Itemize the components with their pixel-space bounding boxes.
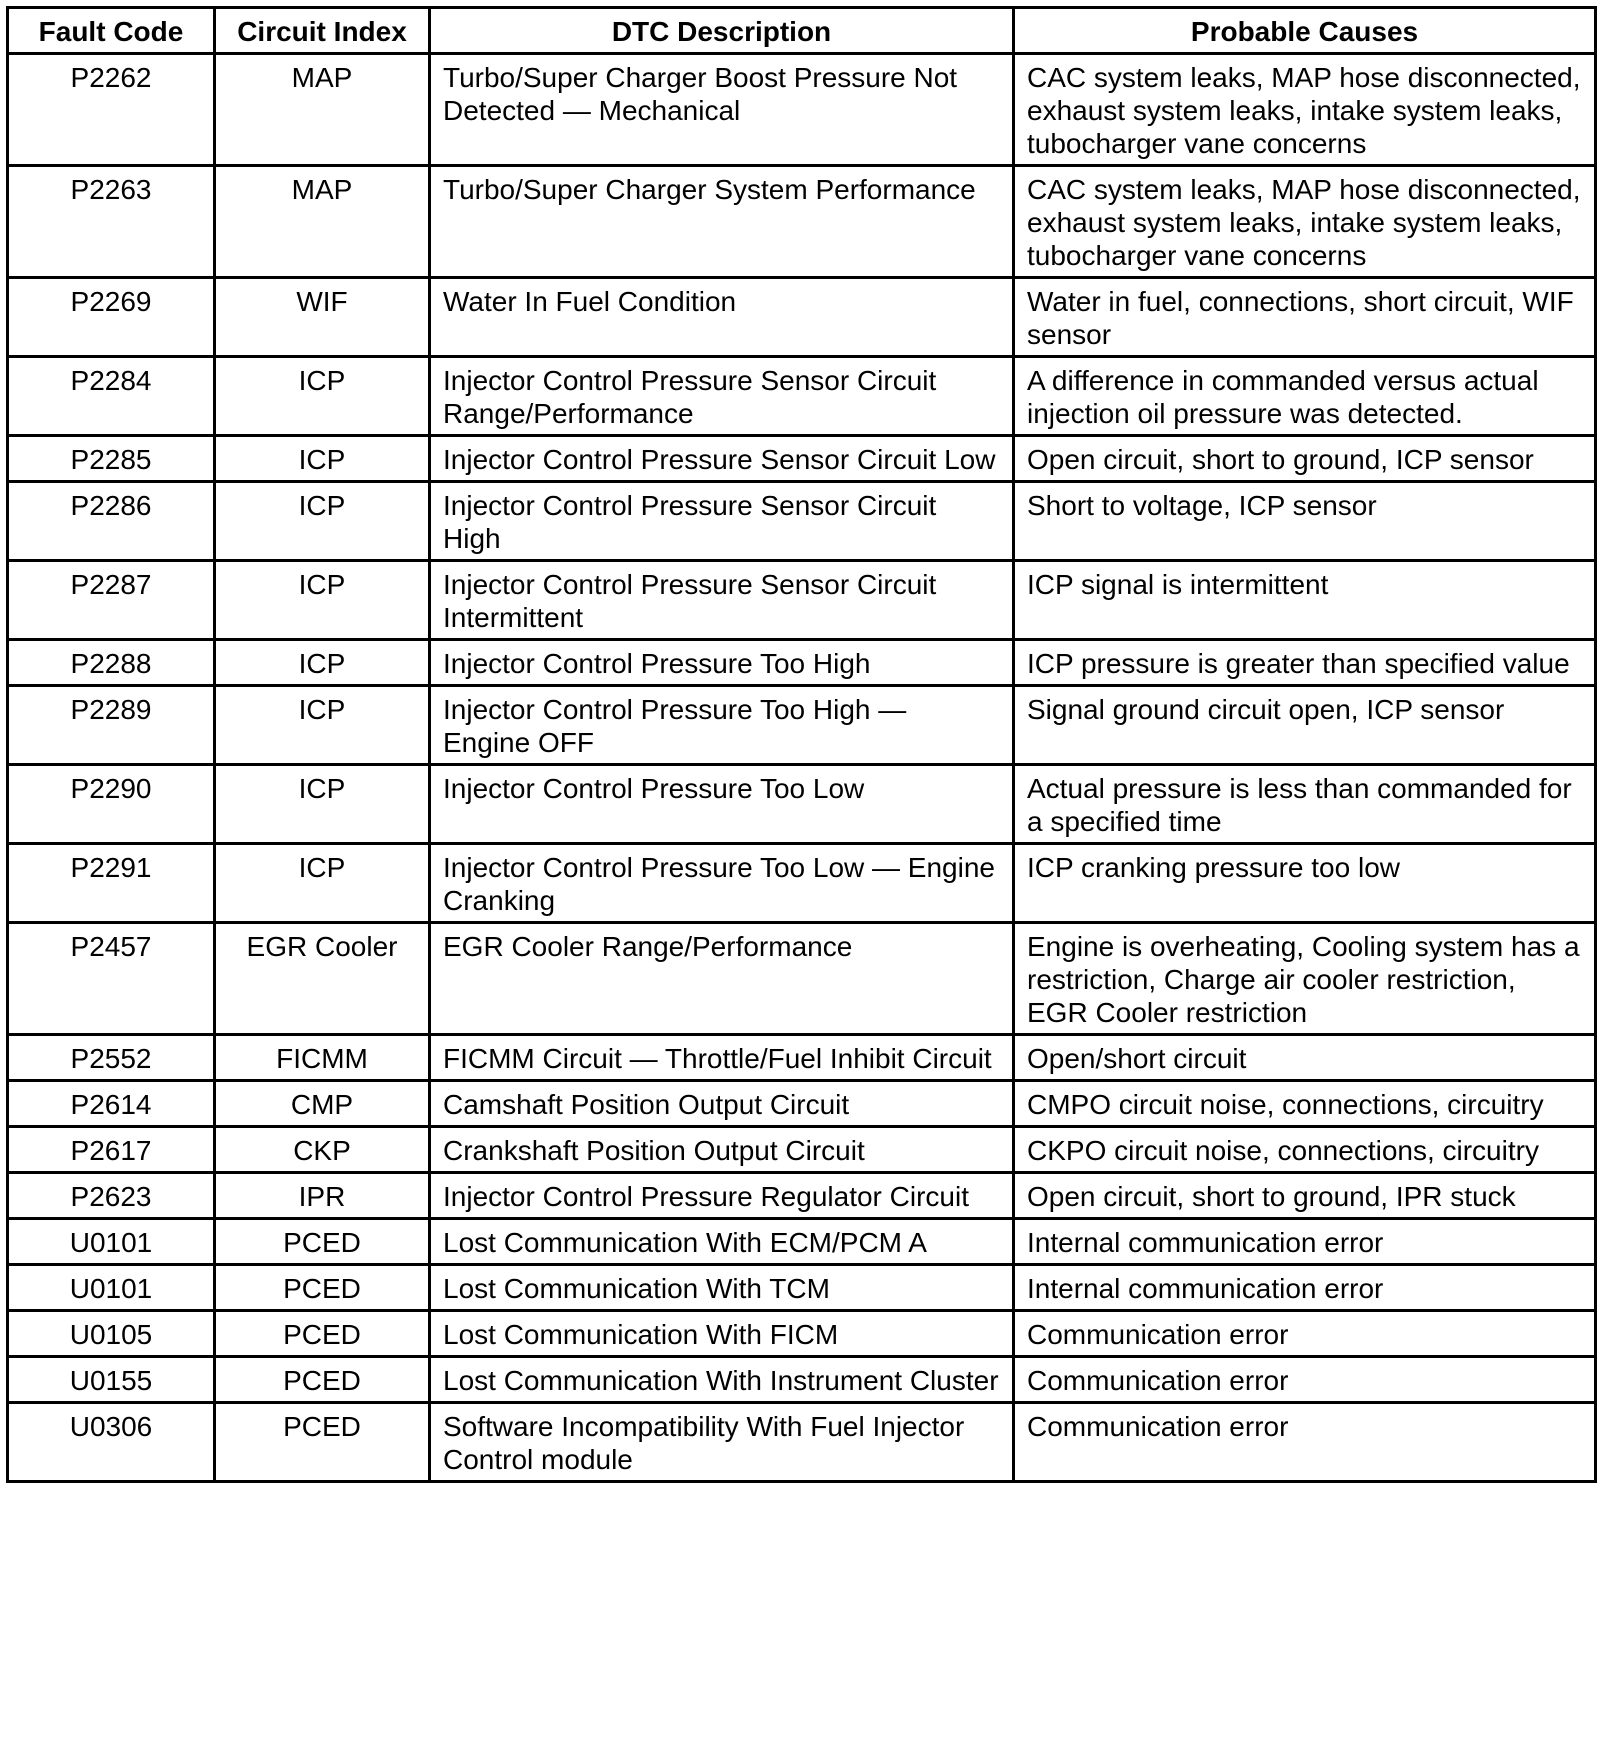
fault-code-cell: P2288 <box>8 640 215 686</box>
table-row <box>8 1219 1596 1265</box>
header-fault-code: Fault Code <box>8 8 215 54</box>
fault-code-cell: P2269 <box>8 278 215 357</box>
dtc-description-cell: Software Incompatibility With Fuel Injector Control module <box>430 1403 1014 1482</box>
probable-causes-cell: CKPO circuit noise, connections, circuitry <box>1014 1127 1596 1173</box>
table-row <box>8 1081 1596 1127</box>
table-row <box>8 1127 1596 1173</box>
dtc-description-cell: Injector Control Pressure Too High <box>430 640 1014 686</box>
circuit-index-cell: PCED <box>215 1403 430 1482</box>
table-row <box>8 640 1596 686</box>
fault-code-cell: P2287 <box>8 561 215 640</box>
header-circuit-index: Circuit Index <box>215 8 430 54</box>
table-row <box>8 482 1596 561</box>
header-probable-causes: Probable Causes <box>1014 8 1596 54</box>
probable-causes-cell: Communication error <box>1014 1311 1596 1357</box>
table-header <box>8 8 1596 54</box>
table-row <box>8 357 1596 436</box>
circuit-index-cell: PCED <box>215 1311 430 1357</box>
probable-causes-cell: Internal communication error <box>1014 1219 1596 1265</box>
probable-causes-cell: CAC system leaks, MAP hose disconnected, exhaust system leaks, intake system leaks, tubocharger vane concerns <box>1014 166 1596 278</box>
fault-code-cell: P2457 <box>8 923 215 1035</box>
table-row <box>8 436 1596 482</box>
probable-causes-cell: Engine is overheating, Cooling system has a restriction, Charge air cooler restriction, EGR Cooler restriction <box>1014 923 1596 1035</box>
circuit-index-cell: ICP <box>215 357 430 436</box>
probable-causes-cell: Open circuit, short to ground, IPR stuck <box>1014 1173 1596 1219</box>
circuit-index-cell: CMP <box>215 1081 430 1127</box>
probable-causes-cell: Short to voltage, ICP sensor <box>1014 482 1596 561</box>
dtc-description-cell: Injector Control Pressure Too High — Engine OFF <box>430 686 1014 765</box>
circuit-index-cell: MAP <box>215 166 430 278</box>
circuit-index-cell: PCED <box>215 1265 430 1311</box>
table-row <box>8 54 1596 166</box>
table-row <box>8 1403 1596 1482</box>
probable-causes-cell: Open/short circuit <box>1014 1035 1596 1081</box>
probable-causes-cell: Water in fuel, connections, short circuit, WIF sensor <box>1014 278 1596 357</box>
dtc-description-cell: FICMM Circuit — Throttle/Fuel Inhibit Circuit <box>430 1035 1014 1081</box>
table-row <box>8 278 1596 357</box>
probable-causes-cell: Signal ground circuit open, ICP sensor <box>1014 686 1596 765</box>
probable-causes-cell: CMPO circuit noise, connections, circuitry <box>1014 1081 1596 1127</box>
circuit-index-cell: WIF <box>215 278 430 357</box>
fault-code-cell: U0101 <box>8 1265 215 1311</box>
fault-code-cell: P2291 <box>8 844 215 923</box>
table-row <box>8 686 1596 765</box>
fault-code-cell: P2617 <box>8 1127 215 1173</box>
fault-code-cell: P2286 <box>8 482 215 561</box>
circuit-index-cell: PCED <box>215 1219 430 1265</box>
dtc-description-cell: Lost Communication With ECM/PCM A <box>430 1219 1014 1265</box>
probable-causes-cell: Open circuit, short to ground, ICP sensor <box>1014 436 1596 482</box>
table-row <box>8 561 1596 640</box>
circuit-index-cell: ICP <box>215 561 430 640</box>
dtc-description-cell: EGR Cooler Range/Performance <box>430 923 1014 1035</box>
circuit-index-cell: PCED <box>215 1357 430 1403</box>
circuit-index-cell: ICP <box>215 765 430 844</box>
table-row <box>8 765 1596 844</box>
table-row <box>8 844 1596 923</box>
table-row <box>8 1357 1596 1403</box>
circuit-index-cell: EGR Cooler <box>215 923 430 1035</box>
table-row <box>8 1265 1596 1311</box>
probable-causes-cell: CAC system leaks, MAP hose disconnected, exhaust system leaks, intake system leaks, tubocharger vane concerns <box>1014 54 1596 166</box>
fault-code-cell: P2289 <box>8 686 215 765</box>
dtc-table <box>6 6 1597 1483</box>
dtc-description-cell: Injector Control Pressure Sensor Circuit Low <box>430 436 1014 482</box>
probable-causes-cell: A difference in commanded versus actual injection oil pressure was detected. <box>1014 357 1596 436</box>
header-dtc-description: DTC Description <box>430 8 1014 54</box>
dtc-description-cell: Injector Control Pressure Regulator Circuit <box>430 1173 1014 1219</box>
circuit-index-cell: ICP <box>215 482 430 561</box>
fault-code-cell: U0105 <box>8 1311 215 1357</box>
dtc-description-cell: Injector Control Pressure Sensor Circuit Intermittent <box>430 561 1014 640</box>
circuit-index-cell: ICP <box>215 640 430 686</box>
dtc-description-cell: Camshaft Position Output Circuit <box>430 1081 1014 1127</box>
circuit-index-cell: MAP <box>215 54 430 166</box>
fault-code-cell: U0306 <box>8 1403 215 1482</box>
fault-code-cell: P2614 <box>8 1081 215 1127</box>
dtc-description-cell: Lost Communication With FICM <box>430 1311 1014 1357</box>
dtc-description-cell: Injector Control Pressure Too Low <box>430 765 1014 844</box>
table-body <box>8 54 1596 1482</box>
fault-code-cell: P2623 <box>8 1173 215 1219</box>
table-row <box>8 1311 1596 1357</box>
probable-causes-cell: Actual pressure is less than commanded for a specified time <box>1014 765 1596 844</box>
dtc-description-cell: Injector Control Pressure Too Low — Engine Cranking <box>430 844 1014 923</box>
fault-code-cell: U0101 <box>8 1219 215 1265</box>
fault-code-cell: P2262 <box>8 54 215 166</box>
fault-code-cell: P2284 <box>8 357 215 436</box>
table-row <box>8 1173 1596 1219</box>
dtc-description-cell: Lost Communication With TCM <box>430 1265 1014 1311</box>
dtc-description-cell: Turbo/Super Charger System Performance <box>430 166 1014 278</box>
dtc-description-cell: Turbo/Super Charger Boost Pressure Not Detected — Mechanical <box>430 54 1014 166</box>
fault-code-cell: P2290 <box>8 765 215 844</box>
fault-code-cell: U0155 <box>8 1357 215 1403</box>
header-row <box>8 8 1596 54</box>
circuit-index-cell: CKP <box>215 1127 430 1173</box>
circuit-index-cell: IPR <box>215 1173 430 1219</box>
dtc-description-cell: Injector Control Pressure Sensor Circuit Range/Performance <box>430 357 1014 436</box>
dtc-description-cell: Lost Communication With Instrument Cluster <box>430 1357 1014 1403</box>
fault-code-cell: P2285 <box>8 436 215 482</box>
probable-causes-cell: Internal communication error <box>1014 1265 1596 1311</box>
dtc-description-cell: Injector Control Pressure Sensor Circuit High <box>430 482 1014 561</box>
circuit-index-cell: ICP <box>215 844 430 923</box>
probable-causes-cell: ICP pressure is greater than specified value <box>1014 640 1596 686</box>
probable-causes-cell: Communication error <box>1014 1403 1596 1482</box>
table-row <box>8 1035 1596 1081</box>
fault-code-cell: P2552 <box>8 1035 215 1081</box>
circuit-index-cell: ICP <box>215 686 430 765</box>
table-row <box>8 923 1596 1035</box>
probable-causes-cell: ICP signal is intermittent <box>1014 561 1596 640</box>
table-row <box>8 166 1596 278</box>
circuit-index-cell: FICMM <box>215 1035 430 1081</box>
circuit-index-cell: ICP <box>215 436 430 482</box>
probable-causes-cell: Communication error <box>1014 1357 1596 1403</box>
fault-code-cell: P2263 <box>8 166 215 278</box>
dtc-description-cell: Water In Fuel Condition <box>430 278 1014 357</box>
probable-causes-cell: ICP cranking pressure too low <box>1014 844 1596 923</box>
dtc-description-cell: Crankshaft Position Output Circuit <box>430 1127 1014 1173</box>
